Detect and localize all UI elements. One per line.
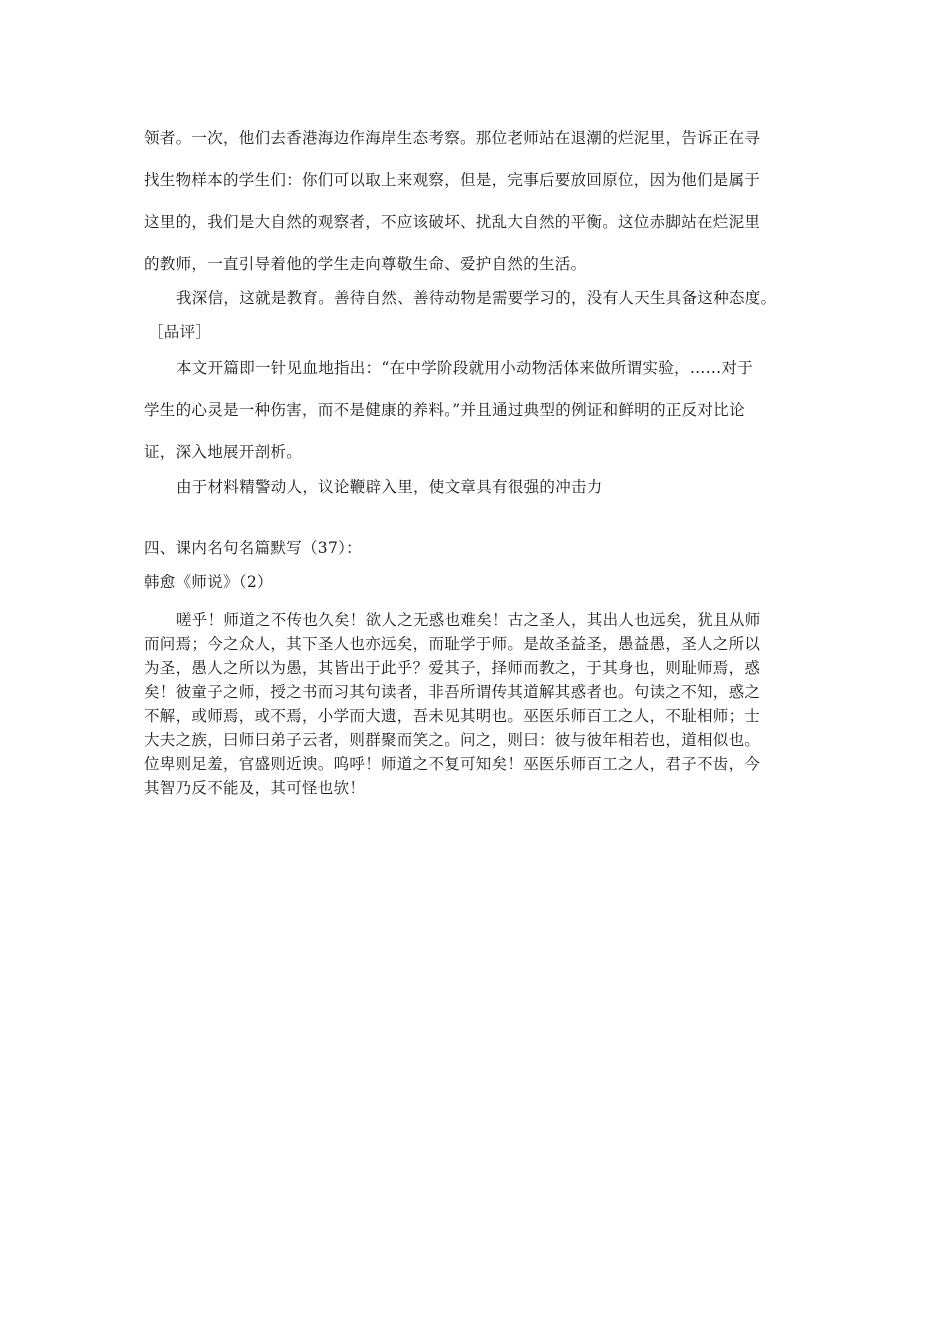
review-paragraph-1 <box>144 358 808 462</box>
review-line: 由于材料精警动人，议论鞭辟入里，使文章具有很强的冲击力 <box>176 478 603 496</box>
passage-shishuo <box>144 608 808 800</box>
passage-line: 不解，或师焉，或不焉，小学而大遗，吾未见其明也。巫医乐师百工之人，不耻相师；士 <box>144 707 761 725</box>
essay-line: 我深信，这就是教育。善待自然、善待动物是需要学习的，没有人天生具备这种态度。 <box>176 289 777 307</box>
passage-line: 矣！彼童子之师，授之书而习其句读者，非吾所谓传其道解其惑者也。句读之不知，惑之 <box>144 683 761 701</box>
passage-line: 大夫之族，曰师曰弟子云者，则群聚而笑之。问之，则曰：彼与彼年相若也，道相似也。 <box>144 731 761 749</box>
passage-line: 嗟乎！师道之不传也久矣！欲人之无惑也难矣！古之圣人，其出人也远矣，犹且从师 <box>176 611 761 629</box>
section-heading-text: 四、课内名句名篇默写（37）： <box>144 539 362 557</box>
essay-line: 的教师，一直引导着他的学生走向尊敬生命、爱护自然的生活。 <box>144 255 587 273</box>
passage-line: 其智乃反不能及，其可怪也欤！ <box>144 779 366 797</box>
essay-paragraph-2 <box>144 288 840 308</box>
passage-line: 为圣，愚人之所以为愚，其皆出于此乎？爱其子，择师而教之，于其身也，则耻师焉，惑 <box>144 659 761 677</box>
passage-line: 而问焉；今之众人，其下圣人也亦远矣，而耻学于师。是故圣益圣，愚益愚，圣人之所以 <box>144 635 761 653</box>
passage-line: 位卑则足羞，官盛则近谀。呜呼！师道之不复可知矣！巫医乐师百工之人，君子不齿，今 <box>144 755 761 773</box>
review-heading <box>148 322 812 342</box>
essay-paragraph-1 <box>144 128 808 274</box>
section-heading <box>144 538 808 558</box>
review-heading-text: ［品评］ <box>148 323 212 341</box>
review-line: 学生的心灵是一种伤害，而不是健康的养料。”并且通过典型的例证和鲜明的正反对比论 <box>144 401 745 419</box>
review-line: 证，深入地展开剖析。 <box>144 443 303 461</box>
section-subheading-text: 韩愈《师说》（2） <box>144 573 273 591</box>
essay-line: 找生物样本的学生们：你们可以取上来观察，但是，完事后要放回原位，因为他们是属于 <box>144 171 761 189</box>
review-line: 本文开篇即一针见血地指出：“在中学阶段就用小动物活体来做所谓实验，……对于 <box>176 359 754 377</box>
essay-line: 这里的，我们是大自然的观察者，不应该破坏、扰乱大自然的平衡。这位赤脚站在烂泥里 <box>144 213 761 231</box>
section-subheading <box>144 572 808 592</box>
review-paragraph-2 <box>144 477 840 497</box>
essay-line: 领者。一次，他们去香港海边作海岸生态考察。那位老师站在退潮的烂泥里，告诉正在寻 <box>144 129 761 147</box>
